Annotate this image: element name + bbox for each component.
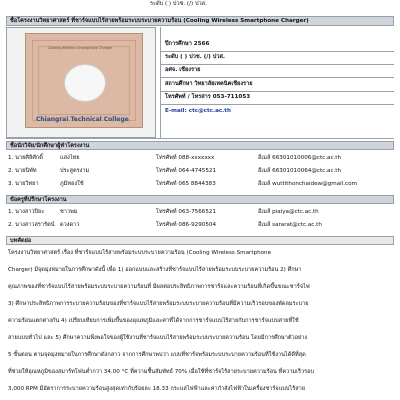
abstract-line: 5 ขั้นตอน ตามจุดมุ่งหมายในการศึกษาดังกล่าว จากการศึกษาพบว่า แบบที่ชาร์จพร้อมระบบระบายความร้อนที่ใช้งานได้ดีที่สุด xyxy=(8,352,306,358)
abstract-line: 3,000 RPM มีอัตราการระบายความร้อนสูงสุดเท่ากับร้อยละ 18.33 กระแสไฟฟ้าและค่ากำลังไฟฟ้าในเครื่องชาร์จแบบไร้สาย xyxy=(8,386,306,392)
school-email[interactable]: E-mail: ctc@ctc.ac.th xyxy=(165,108,231,114)
academic-year: ปีการศึกษา 2566 xyxy=(165,41,210,47)
project-photo xyxy=(6,27,156,138)
provincial-office: อศจ. เชียงราย xyxy=(165,67,201,73)
students-heading: ชื่อนักวิจัย/นักศึกษาผู้ทำโครงงาน xyxy=(10,143,90,149)
school-phone: โทรศัพท์ / โทรสาร 053-711053 xyxy=(165,94,251,100)
school-name: สถานศึกษา วิทยาลัยเทคนิคเชียงราย xyxy=(165,81,253,87)
education-level: ระดับ ( ) ปวช. (/) ปวส. xyxy=(165,54,226,60)
photo-caption-title: Cooling Wireless Smartphone Charger xyxy=(48,46,113,50)
abstract-section-header xyxy=(6,236,394,245)
abstract-line: ที่ช่วยให้อุณหภูมิของสมาร์ทโฟนต่ำกว่า 34.00 °C ที่ความชื้นสัมพัทธ์ 70% เมื่อใช้ที่ชาร์จไร้สายระบายความร้อน ที่ความเร็วรอบ xyxy=(8,369,315,375)
students-section-header xyxy=(6,141,394,150)
photo-college-label: Chiangrai Technical College xyxy=(36,116,129,123)
abstract-line: 3) ศึกษาประสิทธิภาพการระบายความร้อนของที่ชาร์จแบบไร้สายพร้อมระบบระบายความร้อนที่มีความเร็วรอบของพัดลมระบาย xyxy=(8,301,309,307)
abstract-line: โครงงานวิทยาศาสตร์ เรื่อง ที่ชาร์จแบบไร้สายพร้อมระบบระบายความร้อน (Cooling Wireless Smartphone xyxy=(8,250,272,256)
charging-pad xyxy=(64,64,106,102)
abstract-line: Charger) มีจุดมุ่งหมายในการศึกษาดังนี้ เพื่อ 1) ออกแบบและสร้างที่ชาร์จแบบไร้สายพร้อมระบบระบายความร้อน 2) ศึกษา xyxy=(8,267,302,273)
abstract-line: สายแบบทั่วไป และ 5) ศึกษาความพึงพอใจของผู้ใช้งานที่ชาร์จแบบไร้สายพร้อมระบบระบายความร้อน โดยมีการศึกษาตัวอย่าง xyxy=(8,335,308,341)
abstract-line: คุณภาพของที่ชาร์จแบบไร้สายพร้อมระบบระบายความร้อนที่ มีผลต่อประสิทธิภาพการชาร์จและความร้อนที่เกิดขึ้นขณะชาร์จไฟ xyxy=(8,284,310,290)
advisors-heading: ข้อครูที่ปรึกษาโครงงาน xyxy=(10,197,67,203)
abstract-heading: บทคัดย่อ xyxy=(10,238,32,244)
level-line: ระดับ ( ) ปวช. (/) ปวส. xyxy=(150,1,207,7)
advisors-section-header xyxy=(6,195,394,204)
project-title-bar xyxy=(6,16,394,26)
project-title: ชื่อโครงงานวิทยาศาสตร์ ที่ชาร์จแบบไร้สายพร้อมระบบระบายความร้อน (Cooling Wireless Smartphone Charger) xyxy=(10,18,309,24)
abstract-line: ความร้อนแตกต่างกัน 4) เปรียบเทียบการเพิ่มขึ้นของอุณหภูมิและค่าที่ได้จากการชาร์จแบบไร้สายกับการชาร์จแบบสายที่ใช้ xyxy=(8,318,299,324)
charger-image xyxy=(25,33,143,128)
